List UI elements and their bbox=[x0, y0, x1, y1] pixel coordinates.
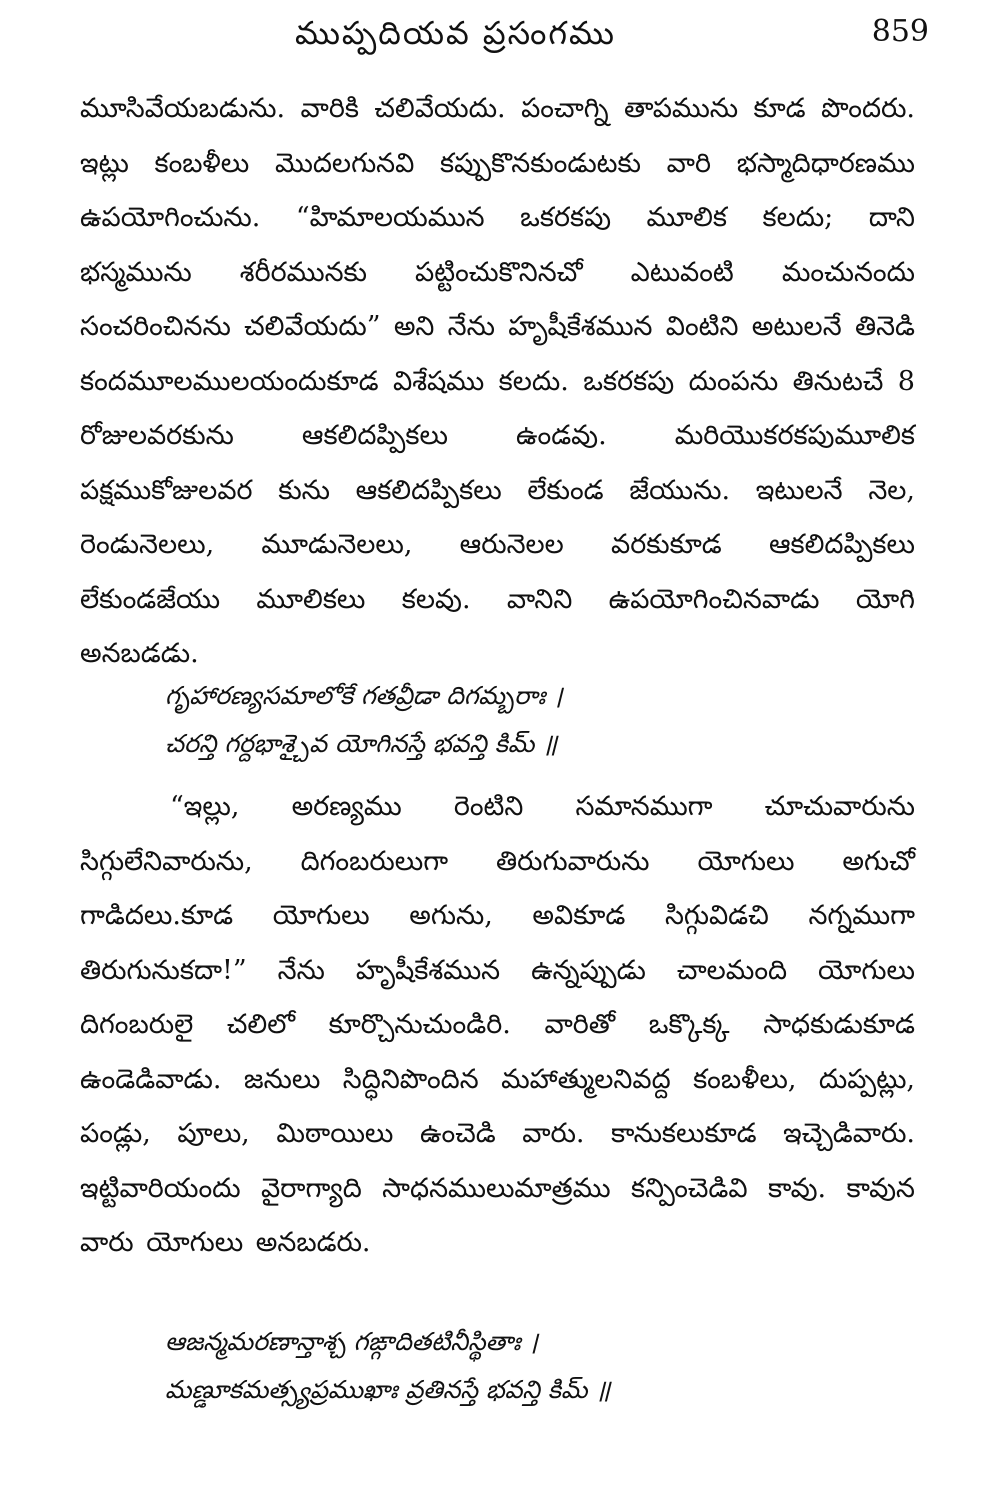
paragraph-one bbox=[80, 82, 915, 682]
page-number: 859 bbox=[871, 14, 929, 49]
running-head bbox=[0, 10, 999, 60]
verse-line: ఆజన్మమరణాన్తాశ్చ గఙ్గాదితటినీస్థితాః । bbox=[165, 1327, 538, 1356]
verse-line: గృహారణ్యసమాలోకే గతవ్రీడా దిగమ్బరాః । bbox=[165, 681, 563, 710]
paragraph-text: మూసివేయబడును. వారికి చలివేయదు. పంచాగ్ని తాపమును కూడ పొందరు. ఇట్లు కంబళీలు మొదలగునవి కప్పుకొనకుండుటకు వారి భస్మాదిధారణము ఉపయోగించును. “హిమాలయమున ఒకరకపు మూలిక కలదు; దాని భస్మమును శరీరమునకు పట్టించుకొనినచో ఎటువంటి మంచునందు సంచరించినను చలివేయదు” అని నేను హృషీకేశమున వింటిని అటులనే తినెడి కందమూలములయందుకూడ విశేషము కలదు. ఒకరకపు దుంపను తినుటచే 8 రోజులవరకును ఆకలిదప్పికలు ఉండవు. మరియొకరకపుమూలిక పక్షముకోజులవర కును ఆకలిదప్పికలు లేకుండ జేయును. ఇటులనే నెల, రెండునెలలు, మూడునెలలు, ఆరునెలల వరకుకూడ ఆకలిదప్పికలు లేకుండజేయు మూలికలు కలవు. వానిని ఉపయోగించినవాడు యోగి అనబడడు. bbox=[80, 93, 915, 669]
sanskrit-verse-one bbox=[165, 672, 885, 768]
paragraph-two bbox=[80, 780, 915, 1271]
sanskrit-verse-two bbox=[165, 1318, 885, 1414]
chapter-title: ముప్పదియవ ప్రసంగము bbox=[295, 14, 616, 52]
paragraph-text: “ఇల్లు, అరణ్యము రెంటిని సమానముగా చూచువారును సిగ్గులేనివారును, దిగంబరులుగా తిరుగువారును యోగులు అగుచో గాడిదలు.కూడ యోగులు అగును, అవికూడ సిగ్గువిడచి నగ్నముగా తిరుగునుకదా!” నేను హృషీకేశమున ఉన్నప్పుడు చాలమంది యోగులు దిగంబరులై చలిలో కూర్చొనుచుండిరి. వారితో ఒక్కొక్క సాధకుడుకూడ ఉండెడివాడు. జనులు సిద్ధినిపొందిన మహాత్ములనివద్ద కంబళీలు, దుప్పట్లు, పండ్లు, పూలు, మిఠాయిలు ఉంచెడి వారు. కానుకలుకూడ ఇచ్చెడివారు. ఇట్టివారియందు వైరాగ్యాది సాధనములుమాత్రము కన్పించెడివి కావు. కావున వారు యోగులు అనబడరు. bbox=[80, 791, 915, 1258]
verse-line: మణ్డూకమత్స్యప్రముఖాః వ్రతినస్తే భవన్తి కిమ్ ॥ bbox=[165, 1375, 611, 1404]
verse-line: చరన్తి గర్దభాశ్చైవ యోగినస్తే భవన్తి కిమ్ ॥ bbox=[165, 729, 558, 758]
